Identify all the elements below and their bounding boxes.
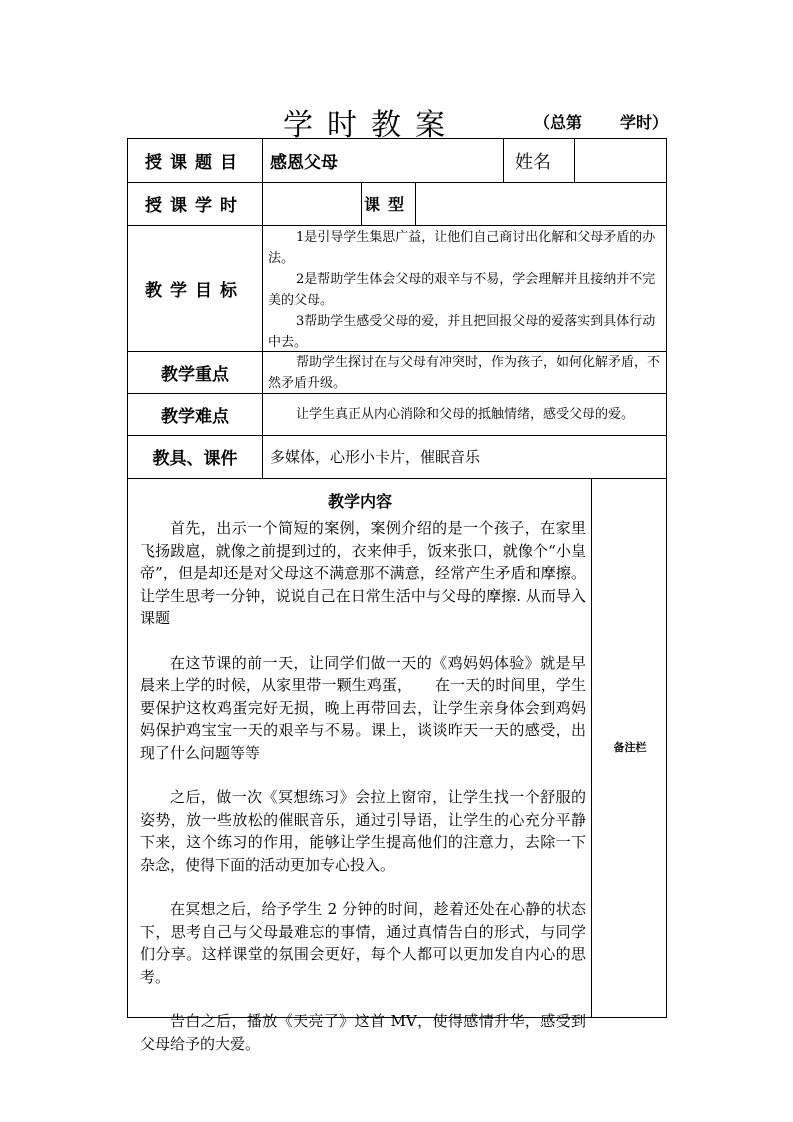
goals-label: 教学目标 bbox=[145, 280, 245, 301]
total-suffix: 学时） bbox=[619, 113, 668, 132]
total-hours-note bbox=[534, 110, 668, 133]
tools-label: 教具、课件 bbox=[152, 449, 238, 469]
total-prefix: （总第 bbox=[533, 113, 582, 132]
content-title: 教学内容 bbox=[327, 492, 392, 511]
content-paragraph: 在这节课的前一天，让同学们做一天的《鸡妈妈体验》就是早晨来上学的时候，从家里带一颗生鸡蛋， 在一天的时间里，学生要保护这枚鸡蛋完好无损，晚上再带回去，让学生亲身体会到鸡妈妈保护鸡宝宝一天的艰辛与不易。课上，谈谈昨天一天的感受，出现了什么问题等等 bbox=[140, 653, 586, 762]
title-row bbox=[128, 100, 668, 143]
key-value bbox=[268, 352, 662, 394]
content-paragraph: 告白之后，播放《天亮了》这首 MV，使得感情升华，感受到父母给予的大爱。 bbox=[140, 1012, 586, 1053]
lesson-plan-table bbox=[127, 138, 667, 1053]
tools-value: 多媒体，心形小卡片，催眠音乐 bbox=[270, 448, 481, 466]
goal-item: 3帮助学生感受父母的爱，并且把回报父母的爱落实到具体行动中去。 bbox=[268, 314, 656, 350]
content-body bbox=[140, 517, 586, 1077]
key-label: 教学重点 bbox=[161, 364, 229, 385]
content-paragraph: 在冥想之后，给予学生 2 分钟的时间，趁着还处在心静的状态下，思考自己与父母最难忘的事情，通过真情告白的形式，与同学们分享。这样课堂的氛围会更好，每个人都可以更加发自内心的思考。 bbox=[140, 900, 586, 986]
topic-label: 授课题目 bbox=[145, 153, 245, 173]
content-paragraph: 首先，出示一个简短的案例，案例介绍的是一个孩子，在家里飞扬跋扈，就像之前提到过的，衣来伸手，饭来张口，就像个“小皇帝”，但是却还是对父母这不满意那不满意，经常产生矛盾和摩擦。让学生思考一分钟，说说自己在日常生活中与父母的摩擦. 从而导入课题 bbox=[140, 519, 586, 627]
difficulty-value bbox=[268, 404, 662, 425]
goals-list bbox=[268, 227, 662, 353]
key-text: 帮助学生探讨在与父母有冲突时，作为孩子，如何化解矛盾，不然矛盾升级。 bbox=[268, 355, 661, 391]
type-label: 课型 bbox=[363, 195, 412, 214]
page-title: 学时教案 bbox=[283, 108, 459, 143]
name-label: 姓名 bbox=[515, 151, 551, 173]
remark-label: 备注栏 bbox=[613, 741, 647, 754]
difficulty-label: 教学难点 bbox=[161, 406, 229, 427]
goal-item: 2是帮助学生体会父母的艰辛与不易，学会理解并且接纳并不完美的父母。 bbox=[268, 272, 656, 308]
goal-item: 1是引导学生集思广益，让他们自己商讨出化解和父母矛盾的办法。 bbox=[268, 230, 656, 266]
topic-value: 感恩父母 bbox=[270, 153, 338, 173]
hours-label: 授课学时 bbox=[145, 196, 245, 216]
content-paragraph: 之后，做一次《冥想练习》会拉上窗帘，让学生找一个舒服的姿势，放一些放松的催眠音乐，通过引导语，让学生的心充分平静下来，这个练习的作用，能够让学生提高他们的注意力，去除一下杂念，使得下面的活动更加专心投入。 bbox=[140, 788, 586, 874]
difficulty-text: 让学生真正从内心消除和父母的抵触情绪，感受父母的爱。 bbox=[296, 407, 635, 422]
